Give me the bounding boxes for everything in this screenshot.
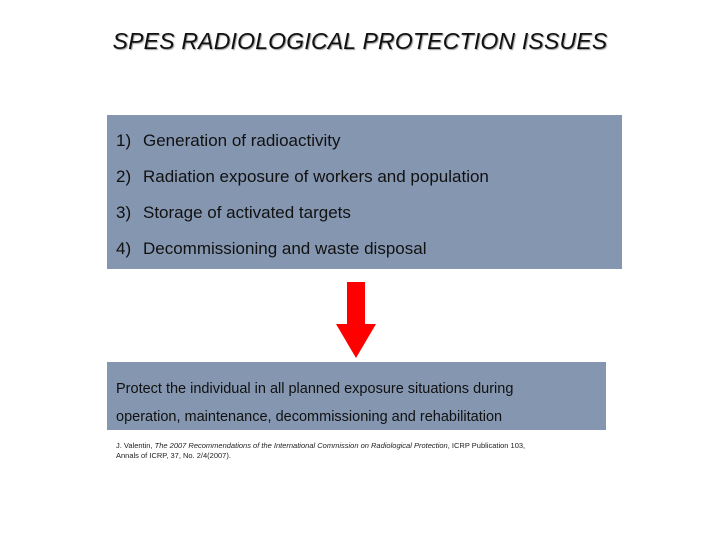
issue-number: 3): [116, 203, 132, 222]
issue-text: Decommissioning and waste disposal: [143, 239, 427, 258]
issue-number: 2): [116, 167, 132, 186]
issue-item-3: [116, 203, 622, 239]
reference-authors: J. Valentin,: [116, 441, 155, 450]
issue-text: Storage of activated targets: [143, 203, 351, 222]
down-arrow-icon: [336, 282, 376, 358]
protection-statement-line-2: operation, maintenance, decommissioning and rehabilitation: [116, 409, 503, 425]
reference-journal: Annals of ICRP, 37, No. 2/4(2007).: [116, 451, 231, 460]
protection-statement-box: [107, 362, 606, 430]
protection-statement-line-1: Protect the individual in all planned exposure situations during: [116, 381, 514, 397]
reference-title: The 2007 Recommendations of the International Commission on Radiological Protection: [154, 441, 448, 450]
slide-title: SPES RADIOLOGICAL PROTECTION ISSUES: [112, 28, 608, 54]
reference-citation: [116, 441, 636, 461]
issue-item-4: [116, 239, 622, 275]
issue-number: 1): [116, 131, 132, 150]
reference-publication: , ICRP Publication 103,: [447, 441, 526, 450]
issue-number: 4): [116, 239, 132, 258]
issue-item-1: [116, 131, 622, 167]
issues-box: [107, 115, 622, 269]
issue-text: Radiation exposure of workers and population: [143, 167, 489, 186]
issue-item-2: [116, 167, 622, 203]
issue-text: Generation of radioactivity: [143, 131, 341, 150]
